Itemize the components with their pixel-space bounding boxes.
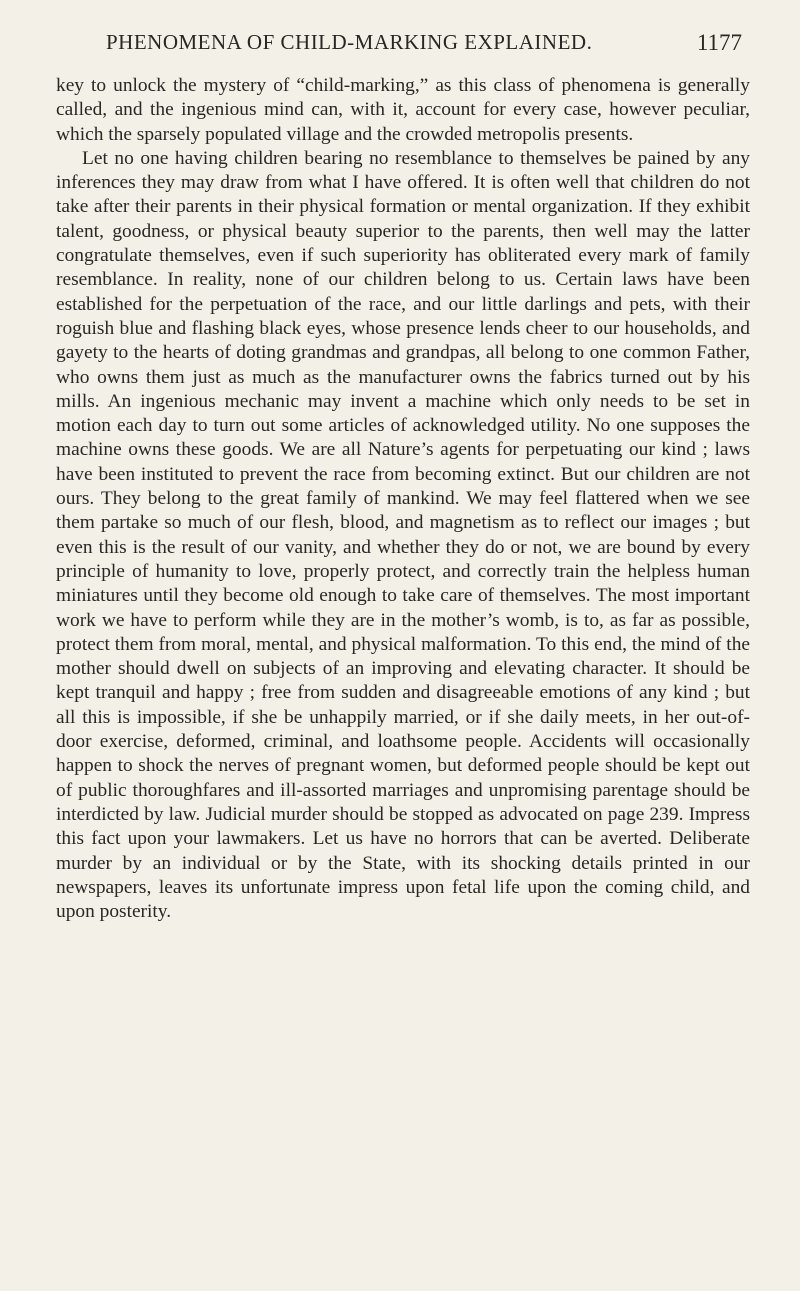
running-title: PHENOMENA OF CHILD-MARKING EXPLAINED. <box>106 30 593 54</box>
page-number: 1177 <box>696 30 742 55</box>
paragraph-continuation: key to unlock the mystery of “child-marking,” as this class of phenomena is generally called, and the ingenious mind can, with it, account for every case, however peculiar, which the sparsely populated village and the crowded metropolis presents. <box>56 75 750 145</box>
running-head <box>56 0 750 60</box>
body-text <box>56 74 750 924</box>
paragraph-main: Let no one having children bearing no resemblance to themselves be pained by any inferences they may draw from what I have offered. It is often well that children do not take after their parents in their physical formation or mental organization. If they exhibit talent, goodness, or physical beauty superior to the parents, then well may the latter congratulate themselves, even if such superiority has obliterated every mark of family resemblance. In reality, none of our children belong to us. Certain laws have been established for the perpetuation of the race, and our little darlings and pets, with their roguish blue and flashing black eyes, whose presence lends cheer to our households, and gayety to the hearts of doting grandmas and grandpas, all belong to one common Father, who owns them just as much as the manufacturer owns the fabrics turned out by his mills. An ingenious mechanic may invent a machine which only needs to be set in motion each day to turn out some articles of acknowledged utility. No one supposes the machine owns these goods. We are all Nature’s agents for perpetuating our kind ; laws have been instituted to prevent the race from becoming extinct. But our children are not ours. They belong to the great family of mankind. We may feel flattered when we see them partake so much of our flesh, blood, and magnetism as to reflect our images ; but even this is the result of our vanity, and whether they do or not, we are bound by every principle of humanity to love, properly protect, and correctly train the helpless human miniatures until they become old enough to take care of themselves. The most important work we have to perform while they are in the mother’s womb, is to, as far as possible, protect them from moral, mental, and physical malformation. To this end, the mind of the mother should dwell on subjects of an improving and elevating character. It should be kept tranquil and happy ; free from sudden and disagreeable emotions of any kind ; but all this is impossible, if she be unhappily married, or if she daily meets, in her out-of-door exercise, deformed, criminal, and loathsome people. Accidents will occasionally happen to shock the nerves of pregnant women, but deformed people should be kept out of public thoroughfares and ill-assorted marriages and unpromising parentage should be interdicted by law. Judicial murder should be stopped as advocated on page 239. Impress this fact upon your lawmakers. Let us have no horrors that can be averted. Deliberate murder by an individual or by the State, with its shocking details printed in our newspapers, leaves its unfortunate impress upon fetal life upon the coming child, and upon posterity. <box>56 147 750 923</box>
